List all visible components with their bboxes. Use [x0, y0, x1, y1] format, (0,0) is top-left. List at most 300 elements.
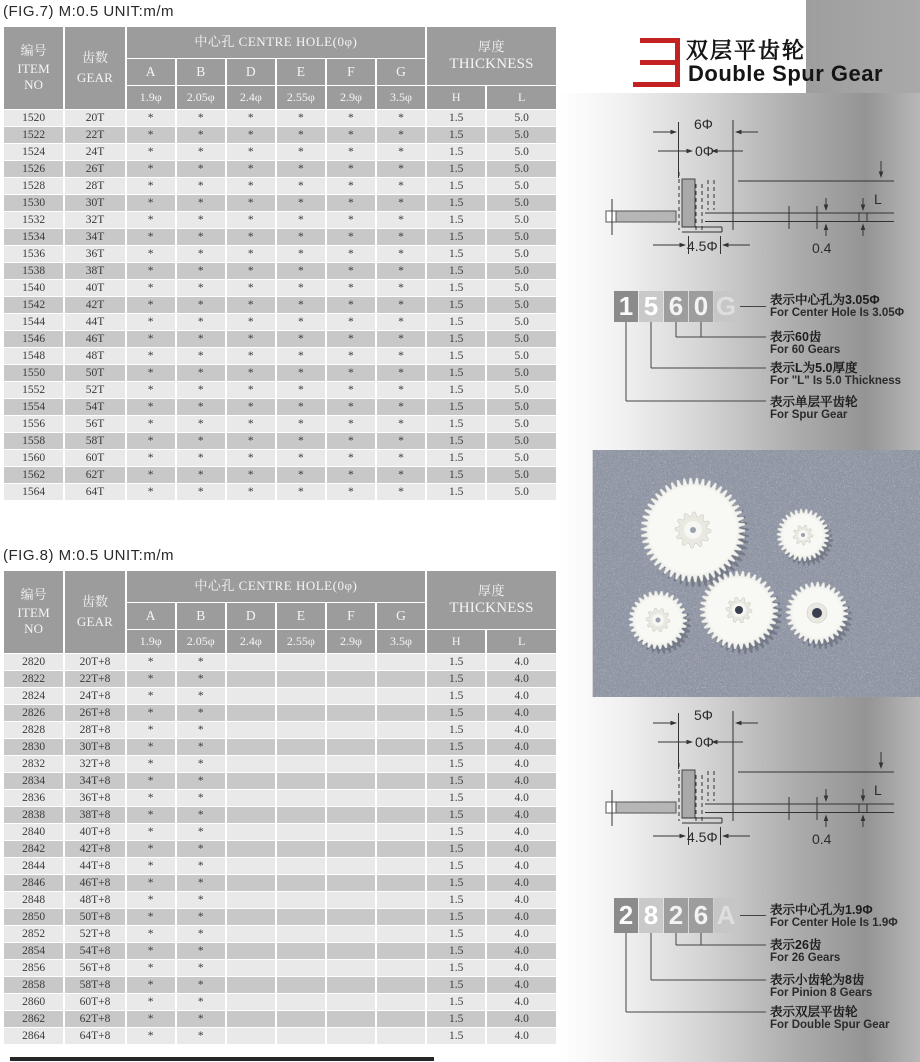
hole-cell-g: [377, 994, 425, 1010]
gear-cell: 30T+8: [65, 739, 124, 755]
hole-cell-a: *: [127, 450, 175, 466]
item-no-cell: 1546: [4, 331, 63, 347]
l-cell: 5.0: [487, 195, 556, 211]
gear-cell: 64T+8: [65, 1028, 124, 1044]
hole-cell-e: [277, 824, 325, 840]
gear-cell: 34T: [65, 229, 124, 245]
hole-cell-b: *: [177, 416, 225, 432]
hole-cell-e: [277, 756, 325, 772]
hole-cell-b: *: [177, 280, 225, 296]
hole-cell-b: *: [177, 790, 225, 806]
item-no-cell: 2826: [4, 705, 63, 721]
cross-section-drawing-spur-gear: [598, 112, 920, 274]
hole-cell-e: [277, 705, 325, 721]
hole-cell-f: *: [327, 127, 375, 143]
hole-cell-g: [377, 1011, 425, 1027]
fig7-label: (FIG.7) M:0.5 UNIT:m/m: [3, 3, 175, 20]
l-cell: 4.0: [487, 671, 556, 687]
hole-cell-g: [377, 858, 425, 874]
table-row: [4, 722, 556, 738]
hole-cell-a: *: [127, 263, 175, 279]
hole-cell-f: [327, 773, 375, 789]
hole-cell-f: *: [327, 212, 375, 228]
code-char-box: 6: [689, 898, 713, 933]
h-cell: 1.5: [427, 654, 485, 670]
hole-cell-e: [277, 892, 325, 908]
hole-cell-d: *: [227, 195, 275, 211]
dim-label-l-thickness: L: [874, 782, 882, 798]
hole-letter-a: A: [127, 603, 175, 629]
gear-cell: 64T: [65, 484, 124, 500]
hole-cell-g: [377, 892, 425, 908]
item-no-cell: 1524: [4, 144, 63, 160]
h-cell: 1.5: [427, 144, 485, 160]
hole-cell-e: *: [277, 195, 325, 211]
table-row: [4, 790, 556, 806]
item-no-cell: 1550: [4, 365, 63, 381]
item-no-cell: 2820: [4, 654, 63, 670]
legend-note-zh: 表示60齿: [770, 330, 822, 344]
h-cell: 1.5: [427, 824, 485, 840]
hole-cell-g: [377, 807, 425, 823]
hole-cell-a: *: [127, 994, 175, 1010]
hole-cell-f: *: [327, 433, 375, 449]
l-cell: 5.0: [487, 382, 556, 398]
hole-size-f: 2.9φ: [327, 630, 375, 653]
code-char-box: 1: [614, 291, 638, 322]
table-row: [4, 773, 556, 789]
hole-cell-e: [277, 994, 325, 1010]
gear-cell: 32T+8: [65, 756, 124, 772]
hole-cell-a: *: [127, 960, 175, 976]
gear-cell: 36T: [65, 246, 124, 262]
hole-cell-d: *: [227, 110, 275, 126]
centre-hole-header: 中心孔 CENTRE HOLE(0φ): [127, 27, 425, 58]
item-no-cell: 1528: [4, 178, 63, 194]
table-row: [4, 399, 556, 415]
hole-cell-a: *: [127, 399, 175, 415]
l-cell: 5.0: [487, 110, 556, 126]
hole-size-b: 2.05φ: [177, 86, 225, 109]
l-cell: 5.0: [487, 280, 556, 296]
hole-cell-f: *: [327, 246, 375, 262]
gear-header: [65, 571, 124, 653]
hole-cell-f: [327, 909, 375, 925]
hole-cell-b: *: [177, 977, 225, 993]
hole-cell-a: *: [127, 807, 175, 823]
item-no-cell: 2852: [4, 926, 63, 942]
item-no-cell: 2832: [4, 756, 63, 772]
l-cell: 5.0: [487, 314, 556, 330]
legend-note: [770, 293, 904, 320]
table-row: [4, 1011, 556, 1027]
gear-cell: 32T: [65, 212, 124, 228]
item-no-cell: 2824: [4, 688, 63, 704]
legend-note: [770, 903, 898, 930]
gear-cell: 62T+8: [65, 1011, 124, 1027]
table-row: [4, 127, 556, 143]
hole-cell-f: *: [327, 450, 375, 466]
hole-cell-f: *: [327, 314, 375, 330]
item-no-cell: 1554: [4, 399, 63, 415]
hole-cell-e: [277, 807, 325, 823]
legend-note-en: For "L" Is 5.0 Thickness: [770, 375, 902, 387]
item-no-cell: 2858: [4, 977, 63, 993]
item-no-cell: 1544: [4, 314, 63, 330]
l-cell: 4.0: [487, 739, 556, 755]
gear-cell: 24T: [65, 144, 124, 160]
gear-cell: 44T+8: [65, 858, 124, 874]
h-cell: 1.5: [427, 484, 485, 500]
h-cell: 1.5: [427, 722, 485, 738]
hole-cell-d: *: [227, 161, 275, 177]
hole-cell-f: *: [327, 263, 375, 279]
hole-letter-f: F: [327, 59, 375, 85]
hole-cell-e: *: [277, 467, 325, 483]
hole-cell-a: *: [127, 365, 175, 381]
table-row: [4, 467, 556, 483]
h-cell: 1.5: [427, 807, 485, 823]
item-no-cell: 2860: [4, 994, 63, 1010]
l-cell: 5.0: [487, 212, 556, 228]
table-row: [4, 314, 556, 330]
table-row: [4, 875, 556, 891]
hole-cell-b: *: [177, 994, 225, 1010]
l-cell: 4.0: [487, 824, 556, 840]
h-cell: 1.5: [427, 671, 485, 687]
gear-cell: 46T: [65, 331, 124, 347]
hole-cell-g: *: [377, 212, 425, 228]
hole-cell-b: *: [177, 926, 225, 942]
hole-cell-e: *: [277, 450, 325, 466]
l-cell: 5.0: [487, 467, 556, 483]
hole-cell-g: *: [377, 314, 425, 330]
gear-cell: 58T+8: [65, 977, 124, 993]
hole-cell-b: *: [177, 688, 225, 704]
hole-cell-a: *: [127, 416, 175, 432]
hole-cell-g: *: [377, 331, 425, 347]
table-row: [4, 688, 556, 704]
hole-cell-d: *: [227, 229, 275, 245]
hole-cell-b: *: [177, 875, 225, 891]
hole-cell-e: [277, 875, 325, 891]
table-row: [4, 144, 556, 160]
hole-cell-f: *: [327, 297, 375, 313]
item-no-cell: 2862: [4, 1011, 63, 1027]
item-no-cell: 2834: [4, 773, 63, 789]
l-header: L: [487, 630, 556, 653]
gear-cell: 56T+8: [65, 960, 124, 976]
h-cell: 1.5: [427, 1011, 485, 1027]
hole-cell-f: *: [327, 382, 375, 398]
hole-cell-d: *: [227, 484, 275, 500]
hole-cell-e: [277, 1028, 325, 1044]
hole-letter-b: B: [177, 603, 225, 629]
gear-cell: 56T: [65, 416, 124, 432]
hole-cell-g: *: [377, 178, 425, 194]
legend-note-zh: 表示中心孔为1.9Φ: [770, 903, 873, 917]
legend-note: [770, 1005, 890, 1032]
l-cell: 4.0: [487, 722, 556, 738]
table-row: [4, 450, 556, 466]
table-row: [4, 909, 556, 925]
l-cell: 4.0: [487, 841, 556, 857]
gear-header-en: GEAR: [76, 70, 114, 85]
hole-cell-d: [227, 790, 275, 806]
gear-cell: 28T: [65, 178, 124, 194]
hole-cell-a: *: [127, 773, 175, 789]
hole-cell-g: [377, 722, 425, 738]
hole-cell-b: *: [177, 773, 225, 789]
hole-cell-a: *: [127, 909, 175, 925]
hole-cell-d: [227, 858, 275, 874]
hole-cell-g: [377, 943, 425, 959]
h-cell: 1.5: [427, 688, 485, 704]
hole-cell-e: *: [277, 178, 325, 194]
hole-letter-f: F: [327, 603, 375, 629]
hole-cell-b: *: [177, 229, 225, 245]
hole-cell-f: [327, 654, 375, 670]
l-cell: 4.0: [487, 756, 556, 772]
dim-label-centre-hole: 0Φ: [695, 734, 714, 750]
hole-cell-g: *: [377, 348, 425, 364]
thickness-header-zh: 厚度: [478, 582, 506, 598]
table-row: [4, 212, 556, 228]
table-row: [4, 348, 556, 364]
hole-size-a: 1.9φ: [127, 86, 175, 109]
gear-cell: 40T+8: [65, 824, 124, 840]
hole-cell-e: *: [277, 348, 325, 364]
hole-cell-b: *: [177, 807, 225, 823]
hole-cell-a: *: [127, 382, 175, 398]
item-no-header-en: ITEM NO: [17, 604, 50, 637]
l-cell: 5.0: [487, 348, 556, 364]
hole-cell-g: *: [377, 467, 425, 483]
hole-cell-d: [227, 807, 275, 823]
hole-cell-a: *: [127, 127, 175, 143]
l-cell: 5.0: [487, 297, 556, 313]
code-char-box: G: [715, 291, 737, 321]
item-no-cell: 1556: [4, 416, 63, 432]
hole-cell-f: [327, 824, 375, 840]
hole-cell-e: *: [277, 484, 325, 500]
item-no-cell: 2846: [4, 875, 63, 891]
hole-cell-d: [227, 688, 275, 704]
hole-cell-d: [227, 875, 275, 891]
h-cell: 1.5: [427, 926, 485, 942]
gear-cell: 20T+8: [65, 654, 124, 670]
item-no-cell: 1548: [4, 348, 63, 364]
code-char-box: A: [714, 898, 738, 933]
l-cell: 4.0: [487, 909, 556, 925]
hole-cell-e: [277, 790, 325, 806]
code-char-box: 5: [639, 291, 663, 322]
hole-cell-a: *: [127, 195, 175, 211]
page-title-en: Double Spur Gear: [688, 61, 884, 86]
gear-cell: 62T: [65, 467, 124, 483]
l-cell: 5.0: [487, 433, 556, 449]
l-cell: 5.0: [487, 450, 556, 466]
fig8-label: (FIG.8) M:0.5 UNIT:m/m: [3, 547, 175, 564]
hole-cell-f: [327, 960, 375, 976]
hole-cell-f: [327, 1028, 375, 1044]
item-no-cell: 1560: [4, 450, 63, 466]
gears-photo: [592, 450, 920, 697]
table-row: [4, 280, 556, 296]
hole-size-e: 2.55φ: [277, 86, 325, 109]
hole-cell-d: *: [227, 314, 275, 330]
hole-cell-g: *: [377, 416, 425, 432]
hole-cell-g: [377, 875, 425, 891]
gear-cell: 50T: [65, 365, 124, 381]
hole-cell-a: *: [127, 756, 175, 772]
item-no-cell: 1564: [4, 484, 63, 500]
hole-cell-g: [377, 1028, 425, 1044]
item-no-cell: 1522: [4, 127, 63, 143]
hole-cell-b: *: [177, 382, 225, 398]
hole-cell-e: *: [277, 212, 325, 228]
hole-cell-a: *: [127, 229, 175, 245]
gear-cell: 38T+8: [65, 807, 124, 823]
hole-letter-d: D: [227, 603, 275, 629]
hole-letter-e: E: [277, 59, 325, 85]
table-row: [4, 858, 556, 874]
h-cell: 1.5: [427, 858, 485, 874]
hole-cell-e: *: [277, 144, 325, 160]
hole-cell-f: [327, 688, 375, 704]
h-cell: 1.5: [427, 263, 485, 279]
hole-cell-d: [227, 841, 275, 857]
dim-label-centre-hole: 0Φ: [695, 143, 714, 159]
gear-cell: 48T+8: [65, 892, 124, 908]
hole-cell-b: *: [177, 467, 225, 483]
h-cell: 1.5: [427, 195, 485, 211]
l-cell: 5.0: [487, 331, 556, 347]
hole-cell-b: *: [177, 263, 225, 279]
item-no-cell: 2864: [4, 1028, 63, 1044]
table-row: [4, 382, 556, 398]
l-cell: 4.0: [487, 960, 556, 976]
hole-cell-f: [327, 756, 375, 772]
item-no-cell: 2850: [4, 909, 63, 925]
gear-cell: 36T+8: [65, 790, 124, 806]
h-cell: 1.5: [427, 994, 485, 1010]
l-cell: 4.0: [487, 790, 556, 806]
legend-note: [770, 330, 840, 357]
hole-cell-b: *: [177, 433, 225, 449]
gear-cell: 44T: [65, 314, 124, 330]
right-panel: [560, 0, 920, 1062]
hole-cell-d: *: [227, 178, 275, 194]
hole-cell-f: *: [327, 416, 375, 432]
fig8-spec-table: [2, 570, 558, 1045]
table-row: [4, 246, 556, 262]
l-cell: 5.0: [487, 229, 556, 245]
legend-note-en: For 26 Gears: [770, 952, 841, 964]
table-header: [4, 27, 556, 109]
hole-cell-b: *: [177, 195, 225, 211]
hole-size-b: 2.05φ: [177, 630, 225, 653]
hole-cell-b: *: [177, 314, 225, 330]
table-row: [4, 705, 556, 721]
hole-cell-f: [327, 739, 375, 755]
hole-letter-a: A: [127, 59, 175, 85]
h-cell: 1.5: [427, 875, 485, 891]
h-header: H: [427, 86, 485, 109]
legend-note: [770, 973, 872, 1000]
h-cell: 1.5: [427, 909, 485, 925]
table-row: [4, 195, 556, 211]
h-cell: 1.5: [427, 399, 485, 415]
item-no-header: [4, 27, 63, 109]
hole-cell-e: [277, 926, 325, 942]
gear-header-zh: 齿数: [81, 49, 108, 65]
hole-cell-d: *: [227, 416, 275, 432]
hole-cell-a: *: [127, 671, 175, 687]
table-row: [4, 756, 556, 772]
h-cell: 1.5: [427, 705, 485, 721]
hole-cell-f: [327, 892, 375, 908]
h-cell: 1.5: [427, 739, 485, 755]
hole-cell-e: *: [277, 365, 325, 381]
hole-cell-a: *: [127, 280, 175, 296]
item-no-cell: 1532: [4, 212, 63, 228]
hole-cell-b: *: [177, 331, 225, 347]
hole-cell-g: [377, 705, 425, 721]
l-cell: 4.0: [487, 892, 556, 908]
hole-cell-g: *: [377, 229, 425, 245]
hole-cell-b: *: [177, 1011, 225, 1027]
hole-cell-f: [327, 705, 375, 721]
hole-cell-a: *: [127, 331, 175, 347]
hole-cell-a: *: [127, 297, 175, 313]
hole-cell-a: *: [127, 1011, 175, 1027]
h-cell: 1.5: [427, 127, 485, 143]
item-no-cell: 1538: [4, 263, 63, 279]
hole-cell-e: *: [277, 229, 325, 245]
hole-size-f: 2.9φ: [327, 86, 375, 109]
hole-cell-f: *: [327, 399, 375, 415]
thickness-header-en: THICKNESS: [449, 599, 534, 616]
hole-cell-e: [277, 1011, 325, 1027]
gear-cell: 60T: [65, 450, 124, 466]
hole-size-e: 2.55φ: [277, 630, 325, 653]
fig7-spec-table: [2, 26, 558, 501]
hole-cell-e: *: [277, 127, 325, 143]
hole-cell-b: *: [177, 722, 225, 738]
table-row: [4, 263, 556, 279]
hole-cell-a: *: [127, 110, 175, 126]
l-cell: 5.0: [487, 416, 556, 432]
hole-cell-e: [277, 909, 325, 925]
hole-cell-g: [377, 960, 425, 976]
hole-cell-e: *: [277, 382, 325, 398]
item-no-cell: 2854: [4, 943, 63, 959]
gear-cell: 50T+8: [65, 909, 124, 925]
gear-cell: 42T: [65, 297, 124, 313]
table-row: [4, 331, 556, 347]
item-no-cell: 2856: [4, 960, 63, 976]
item-no-cell: 1520: [4, 110, 63, 126]
legend-note-zh: 表示L为5.0厚度: [770, 361, 858, 375]
l-cell: 4.0: [487, 773, 556, 789]
item-no-header-en: ITEM NO: [17, 60, 50, 93]
h-cell: 1.5: [427, 943, 485, 959]
hole-cell-f: [327, 1011, 375, 1027]
h-cell: 1.5: [427, 892, 485, 908]
item-no-cell: 2840: [4, 824, 63, 840]
hole-cell-e: *: [277, 246, 325, 262]
